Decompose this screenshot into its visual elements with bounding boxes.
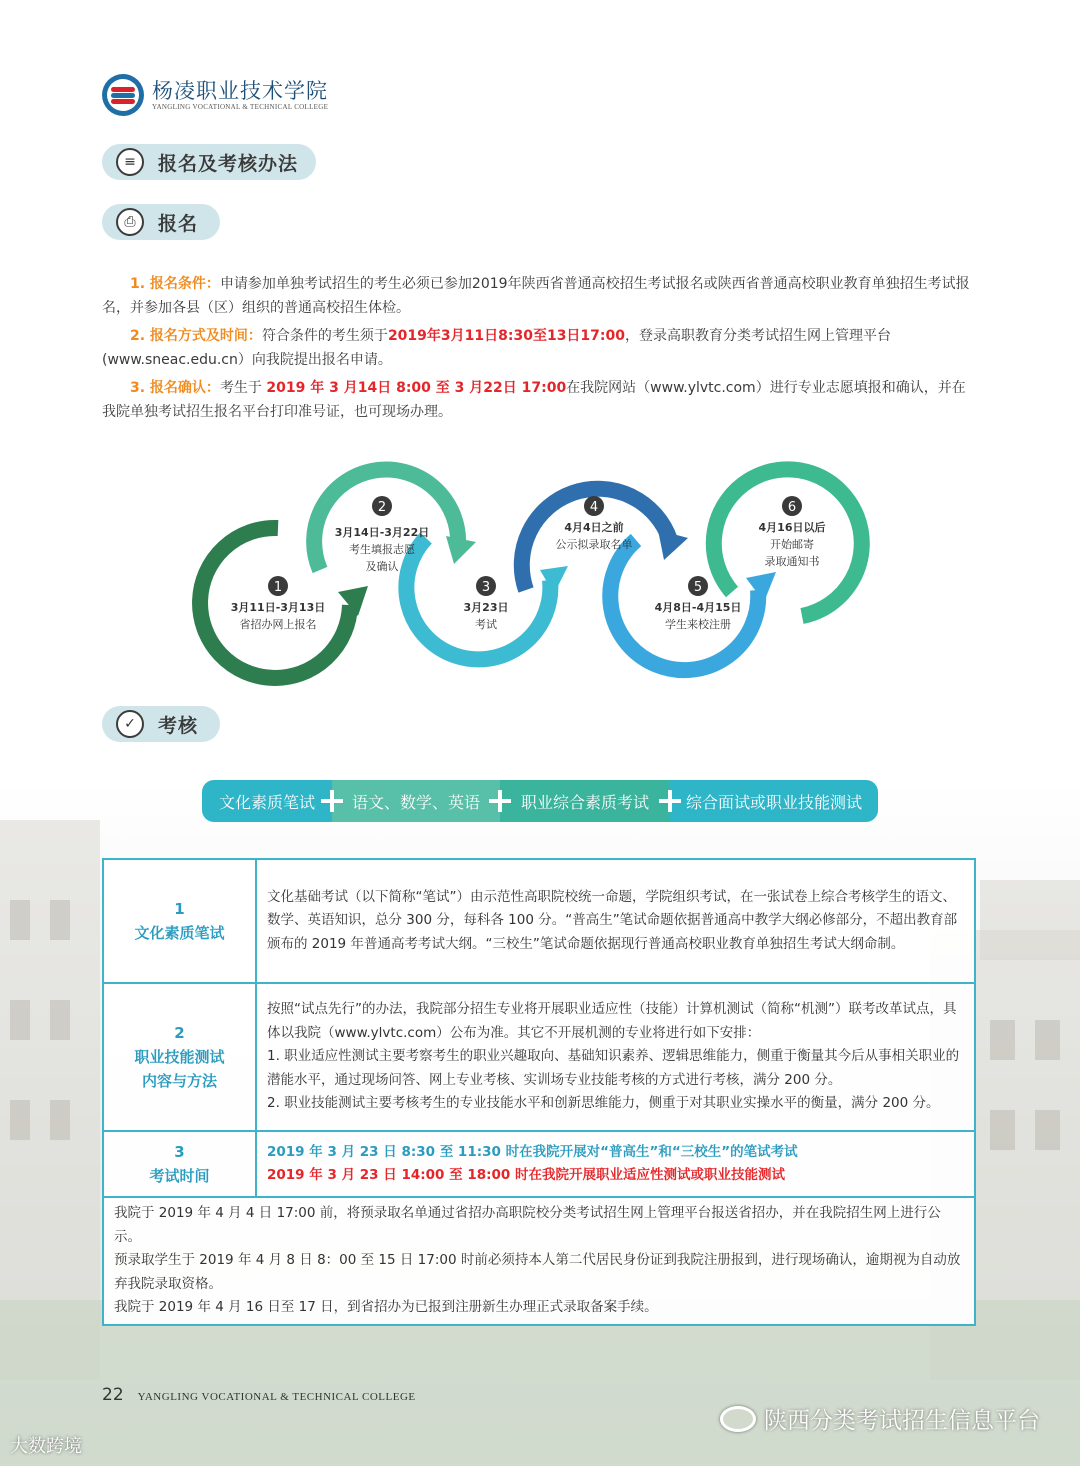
plus-icon bbox=[489, 790, 511, 812]
flow-step-2-num: 2 bbox=[377, 500, 387, 515]
signup-item-2: 2. 报名方式及时间：符合条件的考生须于2019年3月11日8:30至13日17:00，登录高职教育分类考试招生网上管理平台(www.sneac.edu.cn）向我院提出报名申请。 bbox=[102, 328, 891, 368]
flow-step-5-date: 4月8日-4月15日 bbox=[654, 601, 742, 614]
flow-arrow-2 bbox=[446, 536, 476, 564]
table-row bbox=[103, 983, 975, 1131]
flow-step-2-desc: 考生填报志愿 bbox=[349, 543, 415, 556]
printer-icon: ⎙ bbox=[116, 208, 144, 236]
flow-step-6-desc: 开始邮寄 bbox=[770, 538, 814, 551]
signup-flow-diagram bbox=[190, 460, 890, 690]
flow-step-1-num: 1 bbox=[273, 580, 283, 595]
school-header bbox=[102, 74, 328, 116]
wechat-watermark: 陕西分类考试招生信息平台 bbox=[720, 1402, 1040, 1435]
section-title-assessment: ✓ 考核 bbox=[102, 706, 220, 742]
component-vocational-exam: 职业综合素质考试 bbox=[500, 780, 670, 822]
check-icon: ✓ bbox=[116, 710, 144, 738]
admission-notes: 我院于 2019 年 4 月 4 日 17:00 前，将预录取名单通过省招办高职院校分类考试招生网上管理平台报送省招办，并在我院招生网上进行公示。 预录取学生于 2019 年 4 月 8 日 8：00 至 15 日 17:00 时前必须持本人第二代居民身份证到我院注册报到，进行现场确认，逾期视为自动放弃我院录取资格。 我院于 2019 年 4 月 16 日至 17 日，到省招办为已报到注册新生办理正式录取备案手续。 bbox=[103, 1197, 975, 1325]
page-number: 22 bbox=[102, 1385, 124, 1405]
row-label: 1 文化素质笔试 bbox=[103, 859, 256, 983]
section-title-main: ≡ 报名及考核办法 bbox=[102, 144, 316, 180]
component-interview-skill-test: 综合面试或职业技能测试 bbox=[670, 780, 878, 822]
flow-step-1-date: 3月11日-3月13日 bbox=[230, 601, 326, 614]
flow-step-1-desc: 省招办网上报名 bbox=[239, 618, 317, 631]
page-footer bbox=[102, 1385, 416, 1405]
flow-step-6-desc2: 录取通知书 bbox=[764, 555, 820, 568]
component-subjects: 语文、数学、英语 bbox=[332, 780, 500, 822]
row-content: 文化基础考试（以下简称“笔试”）由示范性高职院校统一命题，学院组织考试，在一张试卷上综合考核学生的语文、数学、英语知识，总分 300 分，每科各 100 分。“普高生”笔试命题依据普通高中教学大纲必修部分，不超出教育部颁布的 2019 年普通高考考试大纲。“三校生”笔试命题依据现行普通高校职业教育单独招生考试大纲命制。 bbox=[256, 859, 975, 983]
flow-step-5-num: 5 bbox=[693, 580, 703, 595]
table-row bbox=[103, 859, 975, 983]
table-row bbox=[103, 1197, 975, 1325]
flow-step-6-date: 4月16日以后 bbox=[758, 521, 826, 534]
row-label: 2 职业技能测试 内容与方法 bbox=[103, 983, 256, 1131]
flow-step-5-desc: 学生来校注册 bbox=[665, 618, 731, 631]
section-title-signup: ⎙ 报名 bbox=[102, 204, 220, 240]
school-logo bbox=[102, 74, 144, 116]
flow-arrow-4 bbox=[658, 530, 688, 560]
plus-icon bbox=[659, 790, 681, 812]
row-content: 2019 年 3 月 23 日 8:30 至 11:30 时在我院开展对“普高生”和“三校生”的笔试考试 2019 年 3 月 23 日 14:00 至 18:00 时在我院开展职业适应性测试或职业技能测试 bbox=[256, 1131, 975, 1197]
flow-step-6-num: 6 bbox=[787, 500, 797, 515]
flow-step-2-date: 3月14日-3月22日 bbox=[334, 526, 430, 539]
signup-item-3: 3. 报名确认：考生于 2019 年 3 月14日 8:00 至 3 月22日 17:00在我院网站（www.ylvtc.com）进行专业志愿填报和确认，并在我院单独考试招生报名平台打印准号证，也可现场办理。 bbox=[102, 380, 966, 420]
plus-icon bbox=[321, 790, 343, 812]
school-name-en: YANGLING VOCATIONAL & TECHNICAL COLLEGE bbox=[152, 103, 329, 111]
flow-step-3-num: 3 bbox=[481, 580, 491, 595]
signup-item-1: 1. 报名条件：申请参加单独考试招生的考生必须已参加2019年陕西省普通高校招生考试报名或陕西省普通高校职业教育单独招生考试报名，并参加各县（区）组织的普通高校招生体检。 bbox=[102, 276, 970, 316]
row-content: 按照“试点先行”的办法，我院部分招生专业将开展职业适应性（技能）计算机测试（简称“机测”）联考改革试点，具体以我院（www.ylvtc.com）公布为准。其它不开展机测的专业将进行如下安排： 1. 职业适应性测试主要考察考生的职业兴趣取向、基础知识素养、逻辑思维能力，侧重于衡量其今后从事相关职业的潜能水平，通过现场问答、网上专业考核、实训场专业技能考核的方式进行考核，满分 200 分。 2. 职业技能测试主要考核考生的专业技能水平和创新思维能力，侧重于对其职业实操水平的衡量，满分 200 分。 bbox=[256, 983, 975, 1131]
wechat-icon bbox=[720, 1406, 756, 1432]
assessment-components-bar bbox=[202, 780, 878, 822]
school-name-cn: 杨凌职业技术学院 bbox=[152, 79, 328, 103]
source-watermark: 大数跨境 bbox=[10, 1436, 82, 1457]
assessment-table bbox=[102, 858, 976, 1326]
flow-step-4-num: 4 bbox=[589, 500, 599, 515]
table-row bbox=[103, 1131, 975, 1197]
footer-college: YANGLING VOCATIONAL & TECHNICAL COLLEGE bbox=[137, 1391, 416, 1403]
flow-step-4-date: 4月4日之前 bbox=[564, 521, 624, 534]
flow-step-3-date: 3月23日 bbox=[463, 601, 509, 614]
row-label: 3 考试时间 bbox=[103, 1131, 256, 1197]
flow-step-3-desc: 考试 bbox=[475, 618, 497, 631]
component-culture-exam: 文化素质笔试 bbox=[202, 780, 332, 822]
flow-step-2-desc2: 及确认 bbox=[365, 560, 399, 573]
flow-step-4-desc: 公示拟录取名单 bbox=[555, 538, 633, 551]
document-icon: ≡ bbox=[116, 148, 144, 176]
